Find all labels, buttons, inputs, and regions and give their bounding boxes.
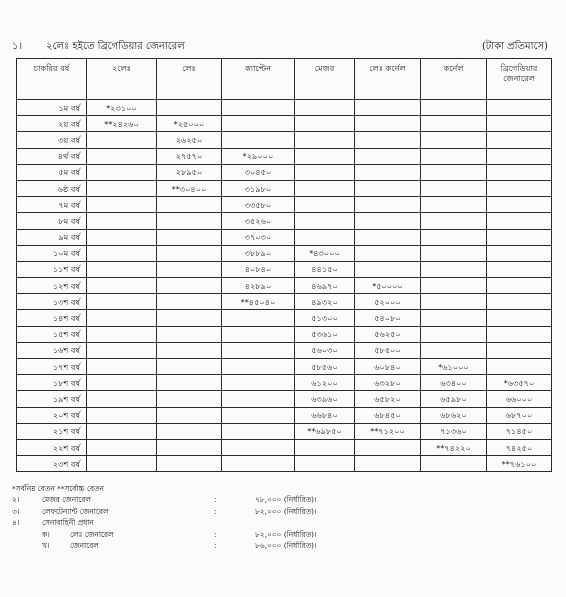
salary-cell-lieutenant (157, 294, 222, 310)
salary-cell-2nd-lieutenant: **২৪২৬০ (87, 116, 157, 132)
salary-cell-lieutenant-colonel (355, 245, 421, 261)
header-colonel: কর্নেল (421, 59, 487, 100)
salary-cell-colonel: *৬১০০০ (421, 359, 487, 375)
service-year-cell: ৪র্থ বর্ষ (17, 148, 87, 164)
salary-cell-lieutenant (157, 229, 222, 245)
salary-cell-major: ৬৩৯৬০ (295, 391, 355, 407)
section-title: ২লেঃ হইতে ব্রিগেডিয়ার জেনারেল (46, 41, 185, 52)
salary-cell-brigadier-general: *৬৩৫৭০ (487, 375, 552, 391)
salary-cell-2nd-lieutenant: *২৩১০০ (87, 100, 157, 116)
note-colon: : (214, 495, 217, 505)
salary-cell-2nd-lieutenant (87, 456, 157, 472)
salary-cell-brigadier-general (487, 359, 552, 375)
table-row (17, 439, 552, 455)
salary-cell-2nd-lieutenant (87, 359, 157, 375)
salary-cell-brigadier-general (487, 342, 552, 358)
salary-cell-brigadier-general (487, 213, 552, 229)
salary-cell-lieutenant-colonel (355, 116, 421, 132)
header-lieutenant: লেঃ (157, 59, 222, 100)
service-year-cell: ২০শ বর্ষ (17, 407, 87, 423)
table-row (17, 310, 552, 326)
service-year-cell: ১৮শ বর্ষ (17, 375, 87, 391)
salary-cell-captain: ৩০৪৫০ (222, 164, 295, 180)
salary-cell-2nd-lieutenant (87, 375, 157, 391)
salary-cell-lieutenant-colonel: ৫৪০৮০ (355, 310, 421, 326)
salary-cell-colonel (421, 116, 487, 132)
note-subitem-label: লেঃ জেনারেল (70, 529, 114, 539)
note-colon: : (214, 529, 217, 539)
note-subitem-label: জেনারেল (70, 540, 99, 550)
table-row (17, 359, 552, 375)
salary-cell-brigadier-general (487, 245, 552, 261)
service-year-cell: ৬ষ্ঠ বর্ষ (17, 180, 87, 196)
table-header-row (17, 59, 552, 100)
salary-cell-lieutenant-colonel: ৫৮৫০০ (355, 342, 421, 358)
service-year-cell: ১৬শ বর্ষ (17, 342, 87, 358)
salary-cell-captain: **৪৫০৪০ (222, 294, 295, 310)
note-subitem-number: খ। (42, 540, 50, 550)
note-number: ৪। (12, 518, 20, 528)
salary-cell-captain (222, 407, 295, 423)
salary-cell-lieutenant (157, 359, 222, 375)
table-row (17, 213, 552, 229)
salary-cell-colonel (421, 132, 487, 148)
salary-cell-lieutenant: **৩০৪০০ (157, 180, 222, 196)
salary-cell-major (295, 229, 355, 245)
salary-cell-lieutenant-colonel (355, 213, 421, 229)
note-number: ২। (12, 495, 20, 505)
note-colon: : (214, 540, 217, 550)
note-number: ৩। (12, 506, 20, 516)
salary-cell-lieutenant (157, 423, 222, 439)
service-year-cell: ১৫শ বর্ষ (17, 326, 87, 342)
salary-cell-lieutenant (157, 391, 222, 407)
salary-cell-colonel (421, 456, 487, 472)
salary-cell-colonel (421, 148, 487, 164)
salary-cell-major: ৫৬০৩০ (295, 342, 355, 358)
salary-cell-2nd-lieutenant (87, 326, 157, 342)
note-colon: : (214, 506, 217, 516)
table-row (17, 148, 552, 164)
table-row (17, 100, 552, 116)
salary-cell-lieutenant: ২৭৫৭০ (157, 148, 222, 164)
salary-cell-colonel (421, 100, 487, 116)
salary-cell-2nd-lieutenant (87, 342, 157, 358)
salary-cell-colonel (421, 294, 487, 310)
header-lieutenant-colonel: লেঃ কর্নেল (355, 59, 421, 100)
salary-cell-brigadier-general (487, 326, 552, 342)
salary-cell-2nd-lieutenant (87, 180, 157, 196)
salary-cell-lieutenant (157, 456, 222, 472)
salary-cell-major: **৬৯৮৫০ (295, 423, 355, 439)
service-year-cell: ৭ম বর্ষ (17, 197, 87, 213)
service-year-cell: ৯ম বর্ষ (17, 229, 87, 245)
table-row (17, 245, 552, 261)
salary-cell-2nd-lieutenant (87, 310, 157, 326)
salary-cell-colonel (421, 164, 487, 180)
salary-cell-colonel (421, 342, 487, 358)
salary-cell-colonel (421, 197, 487, 213)
salary-cell-2nd-lieutenant (87, 294, 157, 310)
salary-cell-colonel (421, 180, 487, 196)
note-subitem-number: ক। (42, 529, 50, 539)
note-item (12, 506, 552, 517)
salary-cell-lieutenant (157, 245, 222, 261)
salary-cell-brigadier-general: ৭১৪৫০ (487, 423, 552, 439)
salary-cell-lieutenant-colonel (355, 148, 421, 164)
salary-cell-lieutenant (157, 326, 222, 342)
table-row (17, 342, 552, 358)
salary-cell-lieutenant-colonel (355, 164, 421, 180)
service-year-cell: ১ম বর্ষ (17, 100, 87, 116)
salary-cell-2nd-lieutenant (87, 197, 157, 213)
note-value: ৮২,০০০ (নির্ধারিত)। (255, 506, 317, 516)
section-number: ১। (12, 41, 23, 52)
salary-cell-captain (222, 439, 295, 455)
salary-cell-2nd-lieutenant (87, 245, 157, 261)
salary-cell-captain: ৩৮৮৯০ (222, 245, 295, 261)
salary-cell-brigadier-general (487, 100, 552, 116)
service-year-cell: ১৩শ বর্ষ (17, 294, 87, 310)
salary-cell-major: ৪৯৩২০ (295, 294, 355, 310)
salary-cell-lieutenant (157, 213, 222, 229)
salary-cell-captain: *২৯০০০ (222, 148, 295, 164)
salary-cell-lieutenant-colonel (355, 261, 421, 277)
service-year-cell: ১১শ বর্ষ (17, 261, 87, 277)
salary-cell-2nd-lieutenant (87, 391, 157, 407)
salary-cell-2nd-lieutenant (87, 407, 157, 423)
salary-cell-lieutenant (157, 261, 222, 277)
salary-cell-captain (222, 310, 295, 326)
salary-cell-captain: ৪০৮৪০ (222, 261, 295, 277)
salary-cell-captain (222, 359, 295, 375)
salary-cell-brigadier-general (487, 261, 552, 277)
service-year-cell: ৫ম বর্ষ (17, 164, 87, 180)
salary-cell-colonel (421, 278, 487, 294)
salary-cell-lieutenant: ২৬২৫০ (157, 132, 222, 148)
salary-cell-major (295, 132, 355, 148)
salary-legend: *সর্বনিম্ন বেতন **সর্বোচ্চ বেতন (12, 484, 104, 493)
salary-cell-captain (222, 456, 295, 472)
salary-cell-lieutenant-colonel: ৬৩২৮০ (355, 375, 421, 391)
salary-cell-lieutenant (157, 278, 222, 294)
salary-cell-2nd-lieutenant (87, 229, 157, 245)
salary-cell-major (295, 116, 355, 132)
salary-cell-brigadier-general (487, 116, 552, 132)
service-year-cell: ১৭শ বর্ষ (17, 359, 87, 375)
salary-cell-brigadier-general (487, 180, 552, 196)
salary-cell-colonel: ৭১৩৬০ (421, 423, 487, 439)
salary-cell-brigadier-general (487, 229, 552, 245)
note-label: লেফটেন্যান্ট জেনারেল (42, 506, 109, 516)
salary-cell-colonel (421, 310, 487, 326)
salary-cell-major: ৪৬৯৭০ (295, 278, 355, 294)
salary-cell-captain (222, 391, 295, 407)
table-row (17, 375, 552, 391)
table-row (17, 391, 552, 407)
salary-cell-lieutenant (157, 310, 222, 326)
salary-cell-lieutenant-colonel (355, 197, 421, 213)
table-row (17, 456, 552, 472)
salary-cell-lieutenant (157, 407, 222, 423)
salary-cell-captain: ৩৩৫৮০ (222, 197, 295, 213)
header-service-year: চাকরির বর্ষ (17, 59, 87, 100)
salary-cell-2nd-lieutenant (87, 423, 157, 439)
salary-cell-major (295, 439, 355, 455)
salary-cell-lieutenant-colonel: *৫০০০০ (355, 278, 421, 294)
salary-cell-major (295, 164, 355, 180)
table-row (17, 294, 552, 310)
salary-cell-captain (222, 326, 295, 342)
service-year-cell: ২১শ বর্ষ (17, 423, 87, 439)
salary-cell-colonel (421, 261, 487, 277)
note-subitem (12, 529, 552, 540)
note-label: সেনাবাহিনী প্রধান (42, 518, 94, 528)
salary-cell-lieutenant-colonel: ৬০৮৪০ (355, 359, 421, 375)
header-major: মেজর (295, 59, 355, 100)
table-row (17, 407, 552, 423)
service-year-cell: ১৪শ বর্ষ (17, 310, 87, 326)
salary-cell-major: ৬১২০০ (295, 375, 355, 391)
salary-cell-2nd-lieutenant (87, 439, 157, 455)
salary-cell-lieutenant-colonel (355, 132, 421, 148)
pay-scale-table (16, 58, 552, 472)
salary-cell-captain (222, 375, 295, 391)
service-year-cell: ৮ম বর্ষ (17, 213, 87, 229)
salary-cell-brigadier-general (487, 148, 552, 164)
notes-section (12, 483, 552, 551)
salary-cell-brigadier-general: **৭৬১০০ (487, 456, 552, 472)
salary-cell-lieutenant-colonel: **৭১২০০ (355, 423, 421, 439)
table-row (17, 132, 552, 148)
table-row (17, 229, 552, 245)
service-year-cell: ২য় বর্ষ (17, 116, 87, 132)
table-row (17, 116, 552, 132)
salary-cell-brigadier-general: ৬৮৭০০ (487, 407, 552, 423)
service-year-cell: ৩য় বর্ষ (17, 132, 87, 148)
salary-cell-colonel: ৬৩৪০০ (421, 375, 487, 391)
salary-cell-major (295, 456, 355, 472)
salary-cell-captain (222, 116, 295, 132)
salary-cell-captain: ৩৫২৬০ (222, 213, 295, 229)
service-year-cell: ২২শ বর্ষ (17, 439, 87, 455)
salary-cell-major (295, 197, 355, 213)
service-year-cell: ১৯শ বর্ষ (17, 391, 87, 407)
salary-cell-lieutenant (157, 439, 222, 455)
note-item (12, 494, 552, 505)
salary-cell-major: *৪৩০০০ (295, 245, 355, 261)
table-row (17, 164, 552, 180)
salary-cell-major (295, 100, 355, 116)
salary-cell-lieutenant-colonel: ৫৬২৫০ (355, 326, 421, 342)
salary-cell-captain (222, 342, 295, 358)
salary-cell-2nd-lieutenant (87, 164, 157, 180)
salary-cell-brigadier-general (487, 197, 552, 213)
salary-cell-colonel (421, 213, 487, 229)
salary-cell-brigadier-general (487, 294, 552, 310)
salary-cell-lieutenant-colonel (355, 456, 421, 472)
salary-cell-major: ৫৩৬১০ (295, 326, 355, 342)
salary-cell-major (295, 213, 355, 229)
salary-cell-lieutenant (157, 375, 222, 391)
salary-cell-lieutenant (157, 197, 222, 213)
salary-cell-brigadier-general: ৭৪২৫০ (487, 439, 552, 455)
salary-cell-lieutenant-colonel (355, 100, 421, 116)
service-year-cell: ২৩শ বর্ষ (17, 456, 87, 472)
salary-cell-colonel (421, 245, 487, 261)
salary-cell-brigadier-general (487, 278, 552, 294)
salary-cell-2nd-lieutenant (87, 132, 157, 148)
note-value: ৮২,০০০ (নির্ধারিত)। (255, 529, 317, 539)
salary-cell-lieutenant-colonel: ৬৮৪৫০ (355, 407, 421, 423)
salary-cell-lieutenant: *২৫০০০ (157, 116, 222, 132)
salary-cell-lieutenant (157, 100, 222, 116)
note-value: ৭৮,০০০ (নির্ধারিত)। (255, 495, 317, 505)
table-row (17, 278, 552, 294)
salary-cell-lieutenant: ২৮৯৫০ (157, 164, 222, 180)
salary-cell-major: ৫৮৫৬০ (295, 359, 355, 375)
salary-cell-lieutenant-colonel (355, 229, 421, 245)
note-item (12, 517, 552, 528)
salary-cell-2nd-lieutenant (87, 261, 157, 277)
table-row (17, 261, 552, 277)
salary-cell-colonel (421, 326, 487, 342)
salary-cell-captain (222, 132, 295, 148)
salary-cell-colonel: ৬৮৬২০ (421, 407, 487, 423)
salary-cell-captain (222, 100, 295, 116)
salary-cell-lieutenant-colonel (355, 439, 421, 455)
salary-cell-major (295, 148, 355, 164)
table-row (17, 197, 552, 213)
salary-cell-brigadier-general (487, 310, 552, 326)
table-row (17, 180, 552, 196)
table-row (17, 423, 552, 439)
salary-cell-captain (222, 423, 295, 439)
salary-cell-lieutenant (157, 342, 222, 358)
salary-cell-major (295, 180, 355, 196)
table-row (17, 326, 552, 342)
service-year-cell: ১২শ বর্ষ (17, 278, 87, 294)
header-captain: ক্যাপ্টেন (222, 59, 295, 100)
note-label: মেজর জেনারেল (42, 495, 91, 505)
salary-cell-captain: ৩৭০৩০ (222, 229, 295, 245)
salary-cell-brigadier-general: ৬৬০০০ (487, 391, 552, 407)
header-2nd-lieutenant: ২লেঃ (87, 59, 157, 100)
header-brigadier-general: ব্রিগেডিয়ার জেনারেল (487, 59, 552, 100)
salary-cell-2nd-lieutenant (87, 148, 157, 164)
note-subitem (12, 540, 552, 551)
salary-cell-captain: ৪২৮৯০ (222, 278, 295, 294)
note-value: ৮৬,০০০ (নির্ধারিত)। (255, 540, 317, 550)
salary-cell-major: ৬৬৮৪০ (295, 407, 355, 423)
currency-unit-note: (টাকা প্রতিমাসে) (481, 41, 548, 52)
service-year-cell: ১০ম বর্ষ (17, 245, 87, 261)
salary-cell-lieutenant-colonel: ৬৫৮২০ (355, 391, 421, 407)
salary-cell-lieutenant-colonel: ৫২০০০ (355, 294, 421, 310)
salary-cell-captain: ৩১৯৮০ (222, 180, 295, 196)
salary-cell-colonel: **৭৪২২০ (421, 439, 487, 455)
salary-cell-2nd-lieutenant (87, 213, 157, 229)
salary-cell-major: ৫১৩০০ (295, 310, 355, 326)
salary-cell-brigadier-general (487, 164, 552, 180)
salary-cell-2nd-lieutenant (87, 278, 157, 294)
salary-cell-brigadier-general (487, 132, 552, 148)
salary-cell-major: ৪৪১৫০ (295, 261, 355, 277)
salary-cell-lieutenant-colonel (355, 180, 421, 196)
salary-cell-colonel: ৬৫৯৮০ (421, 391, 487, 407)
salary-cell-colonel (421, 229, 487, 245)
